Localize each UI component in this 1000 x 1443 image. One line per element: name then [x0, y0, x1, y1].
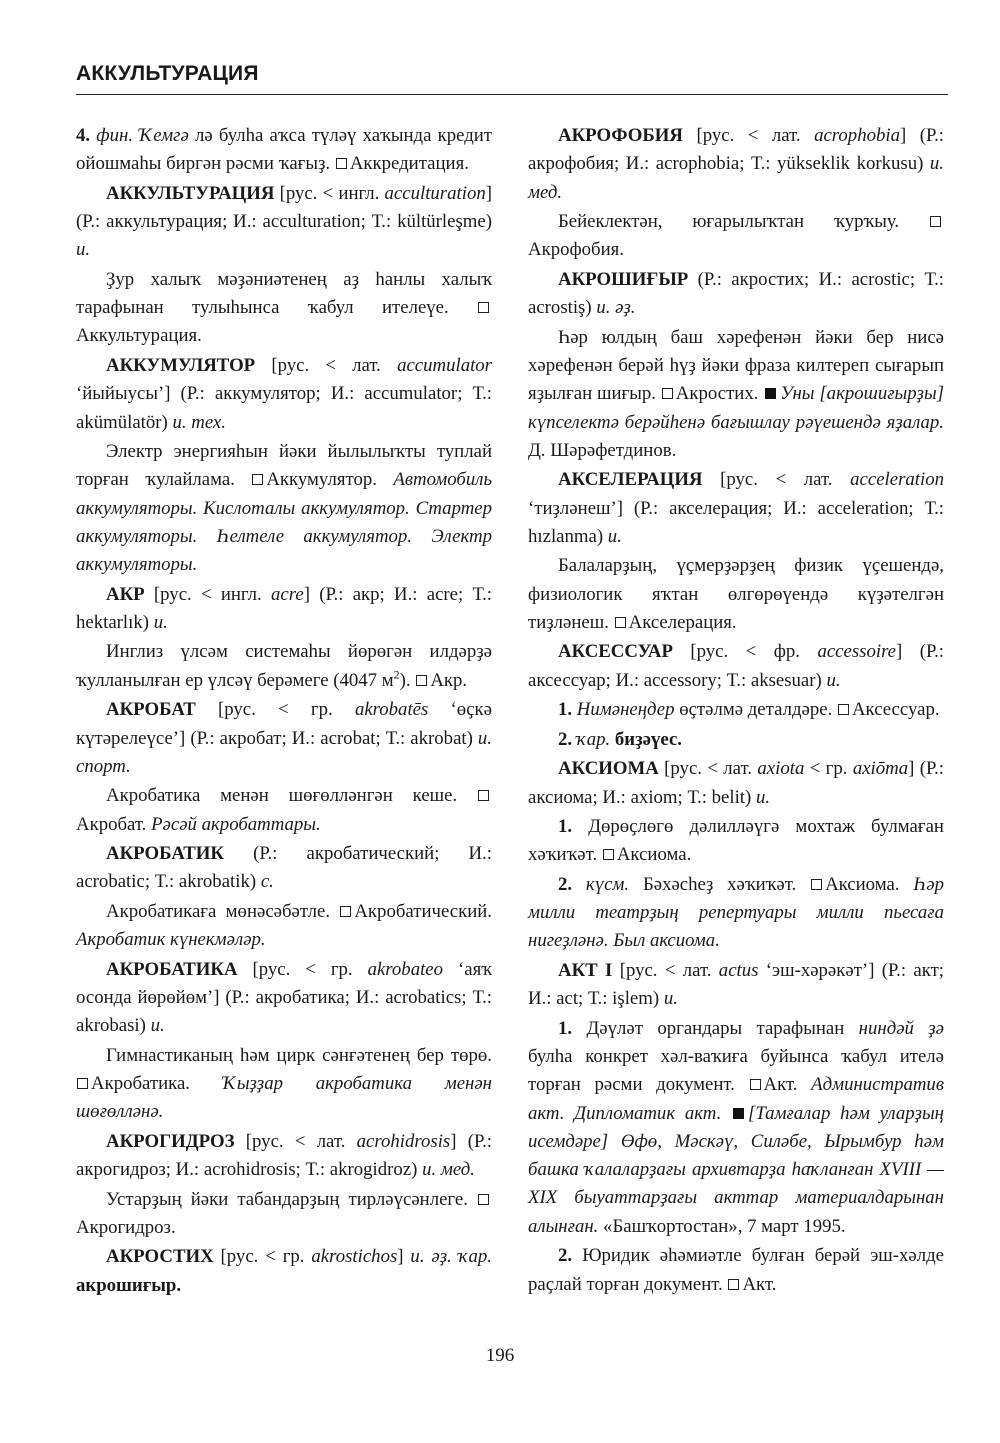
entry-definition: Балаларҙың, үҫмерҙәрҙең физик үҫешендә, физиологик яҡтан өлгөрөүендә күҙәтелгән тиҙләнеш. Акселерация.: [528, 555, 944, 633]
entry-definition: Гимнастиканың һәм цирк сәнғәтенең бер төрө. Акробатика. Ҡыҙҙар акробатика менән шөғөлләнә.: [76, 1044, 493, 1123]
entry-definition: Инглиз үлсәм системаһы йөрөгән илдәрҙә ҡулланылған ер үлсәү берәмеге (4047 $м^2$). Акр.: [76, 641, 492, 691]
dictionary-entry-headword: АКРОБАТИКА [рус. < гр. akrobateo ‘аяҡ осонда йөрөйөм’] (Р.: акробатика; И.: acrobatics; Т.: akrobasi) и.: [76, 958, 492, 1037]
entry-definition: Ҙур халыҡ мәҙәниәтенең аҙ һанлы халыҡ тарафынан тулыһынса ҡабул ителеүе. Аккультурация.: [76, 268, 492, 347]
dictionary-entry-headword: АКРОСТИХ [рус. < гр. akrostichos] и. әҙ. ҡар. акрошиғыр.: [76, 1246, 493, 1296]
equivalent-marker-icon: [336, 158, 347, 169]
entry-sense: 1. Дәүләт органдары тарафынан ниндәй ҙә булһа конкрет хәл-ваҡиға буйынса ҡабул ителә торған рәсми документ. Акт. Административ акт. Дипломатик акт. [Тамғалар һәм уларҙың исемдәре] Өфө, Мәскәү, Силәбе, Ырымбур һәм башка ҡалаларҙағы архивтарҙа һаҡланған XVIII — XIX быуаттарҙағы акттар материалдарынан алынған. «Башҡортостан», 7 март 1995.: [528, 1017, 944, 1237]
entry-sense: 1. Дөрөҫлөгө дәлилләүгә мохтаж булмаған хәҡиҡәт. Аксиома.: [528, 816, 944, 866]
equivalent-marker-icon: [478, 302, 489, 313]
equivalent-marker-icon: [728, 1279, 739, 1290]
dictionary-entry-headword: АКСИОМА [рус. < лат. axiota < гр. axiōma] (Р.: аксиома; И.: axiom; Т.: belit) и.: [528, 758, 945, 808]
entry-sense: 1. Нимәнеңдер өҫтәлмә деталдәре. Аксессуар.: [558, 699, 940, 721]
equivalent-marker-icon: [77, 1078, 88, 1089]
example-marker-icon: [765, 388, 776, 399]
entry-definition: Акробатика менән шөғөлләнгән кеше. Акробат. Рәсәй акробаттары.: [76, 782, 492, 839]
left-column: [76, 122, 492, 1301]
equivalent-marker-icon: [750, 1079, 761, 1090]
equivalent-marker-icon: [252, 474, 263, 485]
dictionary-entry-headword: АККУЛЬТУРАЦИЯ [рус. < ингл. acculturation] (Р.: аккультурация; И.: acculturation; Т.: kültürleşme) и.: [76, 182, 492, 261]
entry-definition: Акробатикаға мөнәсәбәтле. Акробатический. Акробатик күнекмәләр.: [76, 900, 492, 951]
dictionary-entry-headword: АКРОШИҒЫР (Р.: акростих; И.: acrostic; Т.: acrostiş) и. әҙ.: [528, 268, 944, 319]
equivalent-marker-icon: [811, 879, 822, 890]
dictionary-entry-headword: АКРОБАТ [рус. < гр. akrobatēs ‘өҫкә күтәрелеүсе’] (Р.: акробат; И.: acrobat; Т.: akrobat) и. спорт.: [76, 699, 492, 777]
dictionary-entry-headword: АКРОФОБИЯ [рус. < лат. acrophobia] (Р.: акрофобия; И.: acrophobia; Т.: yükseklik korkusu) и. мед.: [528, 125, 945, 203]
dictionary-entry-headword: АКТ I [рус. < лат. actus ‘эш-хәрәкәт’] (Р.: акт; И.: act; Т.: işlem) и.: [528, 959, 945, 1010]
dictionary-entry-headword: АККУМУЛЯТОР [рус. < лат. accumulator ‘йыйыусы’] (Р.: аккумулятор; И.: accumulator; Т.: akümülatör) и. тех.: [76, 354, 492, 433]
equivalent-marker-icon: [662, 388, 673, 399]
right-column: [528, 122, 944, 1300]
entry-sense: 2. ҡар. биҙәүес.: [558, 728, 682, 750]
equivalent-marker-icon: [478, 790, 489, 801]
example-marker-icon: [733, 1108, 744, 1119]
dictionary-entry-headword: АКСЕССУАР [рус. < фр. accessoire] (Р.: аксессуар; И.: accessory; Т.: aksesuar) и.: [528, 641, 944, 691]
equivalent-marker-icon: [838, 704, 849, 715]
entry-sense: 2. күсм. Бәхәсһеҙ хәҡиҡәт. Аксиома. Һәр милли театрҙың репертуары милли пьесаға нигеҙләнә. Был аксиома.: [528, 873, 944, 952]
dictionary-entry-headword: АКР [рус. < ингл. acre] (Р.: акр; И.: acre; Т.: hektarlık) и.: [76, 583, 492, 633]
entry-sense: 2. Юридик әһәмиәтле булған берәй эш-хәлде раҫлай торған документ. Акт.: [528, 1245, 944, 1295]
equivalent-marker-icon: [416, 675, 427, 686]
header-rule: [76, 94, 948, 95]
running-head: АККУЛЬТУРАЦИЯ: [76, 62, 259, 85]
dictionary-entry-headword: АКРОБАТИК (Р.: акробатический; И.: acrobatic; Т.: akrobatik) с.: [76, 843, 492, 893]
equivalent-marker-icon: [603, 849, 614, 860]
entry-sense: 4. фин. Ҡемгә лә булһа аҡса түләү хаҡында кредит ойошмаһы биргән рәсми ҡағыҙ. Аккредитация.: [76, 125, 493, 175]
entry-definition: Һәр юлдың баш хәрефенән йәки бер нисә хәрефенән берәй һүҙ йәки фраза килтереп сығарып яҙылған шиғыр. Акростих. Уны [акрошиғырҙы] күпселектә берәйһенә бағышлау рәүешендә яҙалар. Д. Шәрәфетдинов.: [528, 326, 944, 461]
equivalent-marker-icon: [340, 906, 351, 917]
dictionary-entry-headword: АКСЕЛЕРАЦИЯ [рус. < лат. acceleration ‘тиҙләнеш’] (Р.: акселерация; И.: acceleration; Т.: hızlanma) и.: [528, 469, 944, 547]
entry-definition: Бейеклектән, юғарылыҡтан ҡурҡыу. Акрофобия.: [528, 208, 944, 265]
entry-definition: Устарҙың йәки табандарҙың тирләүсәнлеге. Акрогидроз.: [76, 1186, 492, 1243]
page-number: 196: [485, 1345, 515, 1366]
equivalent-marker-icon: [930, 216, 941, 227]
equivalent-marker-icon: [478, 1194, 489, 1205]
equivalent-marker-icon: [615, 617, 626, 628]
entry-definition: Электр энергияһын йәки йылылыҡты туплай торған ҡулайлама. Аккумулятор. Автомобиль аккумуляторы. Кислоталы аккумулятор. Стартер аккумуляторы. Һелтеле аккумулятор. Электр аккумуляторы.: [76, 441, 492, 576]
dictionary-entry-headword: АКРОГИДРОЗ [рус. < лат. acrohidrosis] (Р.: акрогидроз; И.: acrohidrosis; Т.: akrogidroz) и. мед.: [76, 1130, 493, 1181]
